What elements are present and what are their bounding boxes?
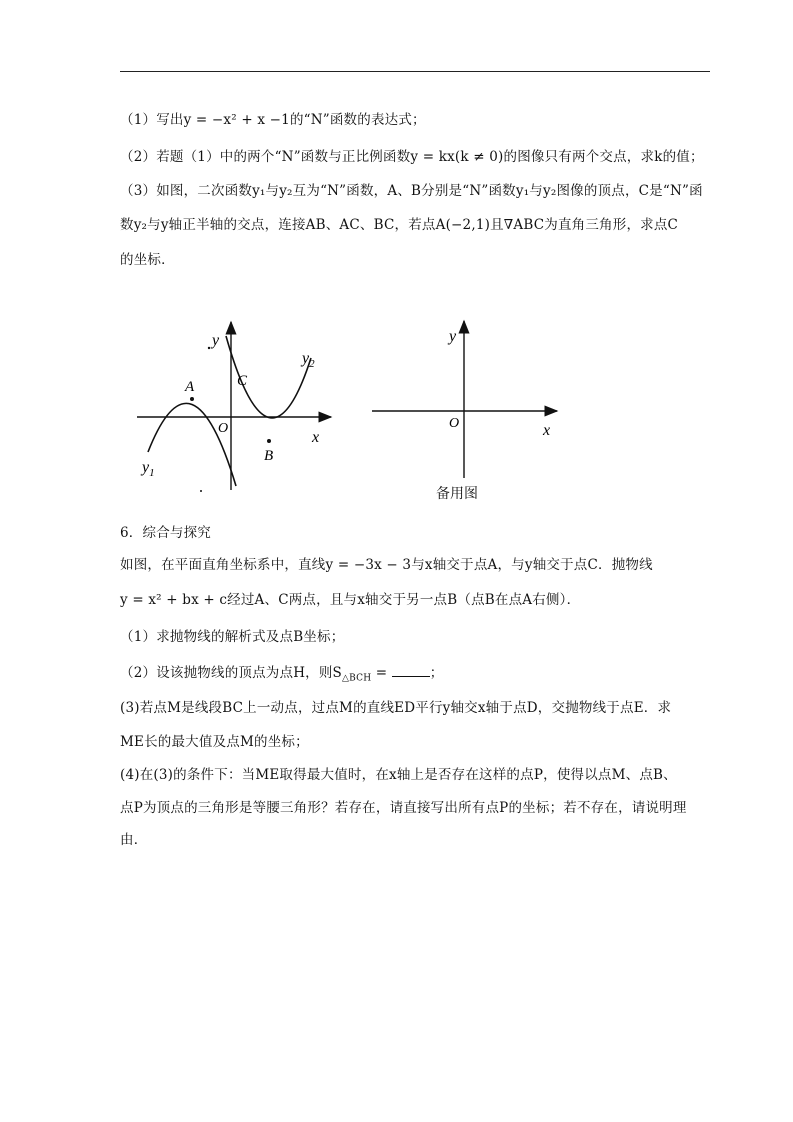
figure-2-caption: 备用图 (436, 486, 478, 502)
fig2-origin-label: O (449, 416, 460, 431)
q5-part2: （2）若题（1）中的两个“N”函数与正比例函数y = kx(k ≠ 0)的图像只有两个交点，求k的值； (120, 149, 704, 165)
answer-blank (392, 664, 430, 677)
q6-part2 (120, 661, 443, 684)
q6-part3-line1: (3)若点M是线段BC上一动点，过点M的直线ED平行y轴交x轴于点D，交抛物线于点E．求 (120, 700, 672, 716)
q5-part1: （1）写出y = −x² + x −1的“N”函数的表达式； (120, 112, 426, 128)
label-C: C (237, 373, 248, 389)
label-B: B (264, 448, 274, 464)
label-y1: $y_1$ (142, 459, 155, 479)
q6-part2-text: （2）设该抛物线的顶点为点H，则S (120, 665, 343, 681)
vertex-A (190, 397, 194, 401)
fig1-x-label: x (312, 429, 320, 446)
q5-part3-line2: 数y₂与y轴正半轴的交点，连接AB、AC、BC，若点A(−2,1)且∇ABC为直角三角形，求点C (120, 217, 679, 233)
fig2-y-label: y (449, 328, 457, 345)
label-A: A (185, 379, 195, 395)
q6-part2-equals: = (371, 665, 392, 681)
q6-part4-line3: 由． (120, 832, 148, 848)
fig2-x-label: x (543, 422, 551, 439)
q6-part4-line2: 点P为顶点的三角形是等腰三角形？若存在，请直接写出所有点P的坐标；若不存在，请说明理 (120, 800, 687, 816)
q6-title: 6．综合与探究 (120, 525, 211, 541)
q6-part2-subscript: △BCH (342, 673, 372, 684)
vertex-B (267, 439, 271, 443)
figure-1-parabolas (130, 315, 340, 500)
q5-part3-line3: 的坐标． (120, 252, 175, 268)
figure-2-axes (365, 315, 565, 485)
curve-y1 (148, 403, 236, 486)
fig1-origin-label: O (218, 421, 229, 436)
q6-part4-line1: (4)在(3)的条件下：当ME取得最大值时，在x轴上是否存在这样的点P，使得以点M、点B、 (120, 767, 677, 783)
q6-part3-line2: ME长的最大值及点M的坐标； (120, 734, 309, 750)
q5-part3-line1: （3）如图，二次函数y₁与y₂互为“N”函数，A、B分别是“N”函数y₁与y₂图像的顶点，C是“N”函 (120, 183, 703, 199)
header-rule (120, 71, 710, 72)
q6-line1: 如图，在平面直角坐标系中，直线y = −3x − 3与x轴交于点A，与y轴交于点C．抛物线 (120, 557, 653, 573)
q6-part2-end: ； (429, 665, 444, 681)
label-y2: $y_2$ (302, 350, 315, 370)
q6-part1: （1）求抛物线的解析式及点B坐标； (120, 629, 345, 645)
q6-line2: y = x² + bx + c经过A、C两点，且与x轴交于另一点B（点B在点A右侧）． (120, 592, 581, 608)
fig1-y-label: y (212, 332, 220, 349)
